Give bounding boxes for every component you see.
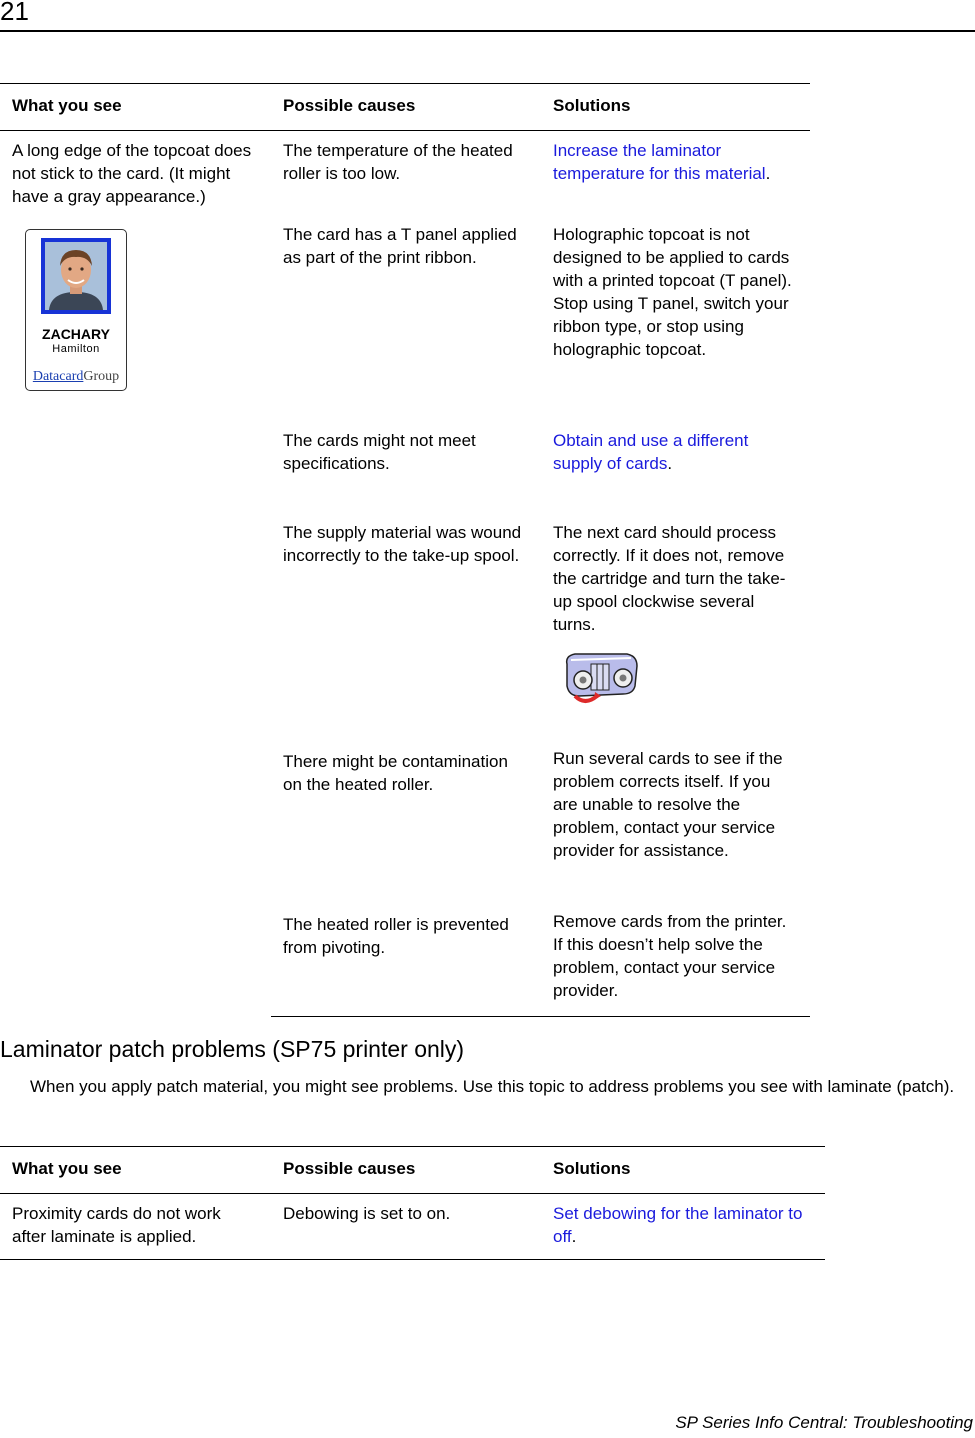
column-header-solutions: Solutions: [541, 1147, 825, 1194]
column-header-possible-causes: Possible causes: [271, 84, 541, 131]
take-up-spool-illustration: [561, 650, 798, 714]
column-header-solutions: Solutions: [541, 84, 810, 131]
topcoat-troubleshooting-table: [0, 83, 810, 1017]
cause-cell: The cards might not meet specifications.: [283, 431, 476, 473]
solution-cell: Remove cards from the printer. If this doesn’t help solve the problem, contact your service provider.: [541, 910, 810, 1017]
cause-cell: The heated roller is prevented from pivoting.: [271, 910, 541, 1017]
symptom-cell: Proximity cards do not work after laminate is applied.: [0, 1194, 271, 1260]
solution-cell: Set debowing for the laminator to off.: [541, 1194, 825, 1260]
different-cards-link[interactable]: Obtain and use a different supply of cards: [553, 431, 749, 473]
table-row: [0, 1194, 825, 1260]
symptom-cell: [0, 131, 271, 1017]
page-number: 21: [0, 0, 29, 26]
cause-cell: The card has a T panel applied as part of the print ribbon.: [283, 225, 517, 267]
cause-cell: The temperature of the heated roller is too low.: [283, 141, 513, 183]
solution-text: The next card should process correctly. If it does not, remove the cartridge and turn the take-up spool clockwise several turns.: [553, 523, 786, 634]
solution-cell: Holographic topcoat is not designed to be applied to cards with a printed topcoat (T panel). Stop using T panel, switch your ribbon type, or stop using holographic topcoat.: [553, 225, 792, 359]
table-row: [0, 131, 810, 224]
cause-cell: The supply material was wound incorrectly to the take-up spool.: [283, 523, 522, 565]
solution-cell: [541, 521, 810, 747]
header-rule: [0, 30, 975, 32]
section-intro: When you apply patch material, you might see problems. Use this topic to address problems you see with laminate (patch).: [30, 1077, 955, 1096]
column-header-what-you-see: What you see: [0, 84, 271, 131]
solution-cell: Increase the laminator temperature for this material.: [553, 141, 771, 183]
card-first-name: ZACHARY: [42, 326, 110, 342]
table-header-row: [0, 84, 810, 131]
page-footer: SP Series Info Central: Troubleshooting: [675, 1413, 973, 1432]
column-header-possible-causes: Possible causes: [271, 1147, 541, 1194]
card-last-name: Hamilton: [52, 343, 100, 355]
set-debowing-link[interactable]: Set debowing for the laminator to off: [553, 1204, 803, 1246]
portrait-photo: [45, 242, 107, 310]
solution-cell: Obtain and use a different supply of cards.: [553, 431, 749, 473]
card-brand-logo: DatacardGroup: [32, 369, 120, 384]
increase-temperature-link[interactable]: Increase the laminator temperature for this material: [553, 141, 766, 183]
column-header-what-you-see: What you see: [0, 1147, 271, 1194]
patch-troubleshooting-table: [0, 1146, 825, 1260]
photo-frame: [41, 238, 111, 314]
section-heading: Laminator patch problems (SP75 printer only): [0, 1036, 465, 1062]
solution-cell: Run several cards to see if the problem corrects itself. If you are unable to resolve the problem, contact your service provider for assistance.: [553, 749, 783, 860]
cause-cell: Debowing is set to on.: [271, 1194, 541, 1260]
symptom-text: A long edge of the topcoat does not stick to the card. (It might have a gray appearance.): [12, 141, 252, 206]
cause-cell: There might be contamination on the heated roller.: [283, 752, 508, 794]
id-card-image: [25, 229, 127, 391]
table-header-row: [0, 1147, 825, 1194]
